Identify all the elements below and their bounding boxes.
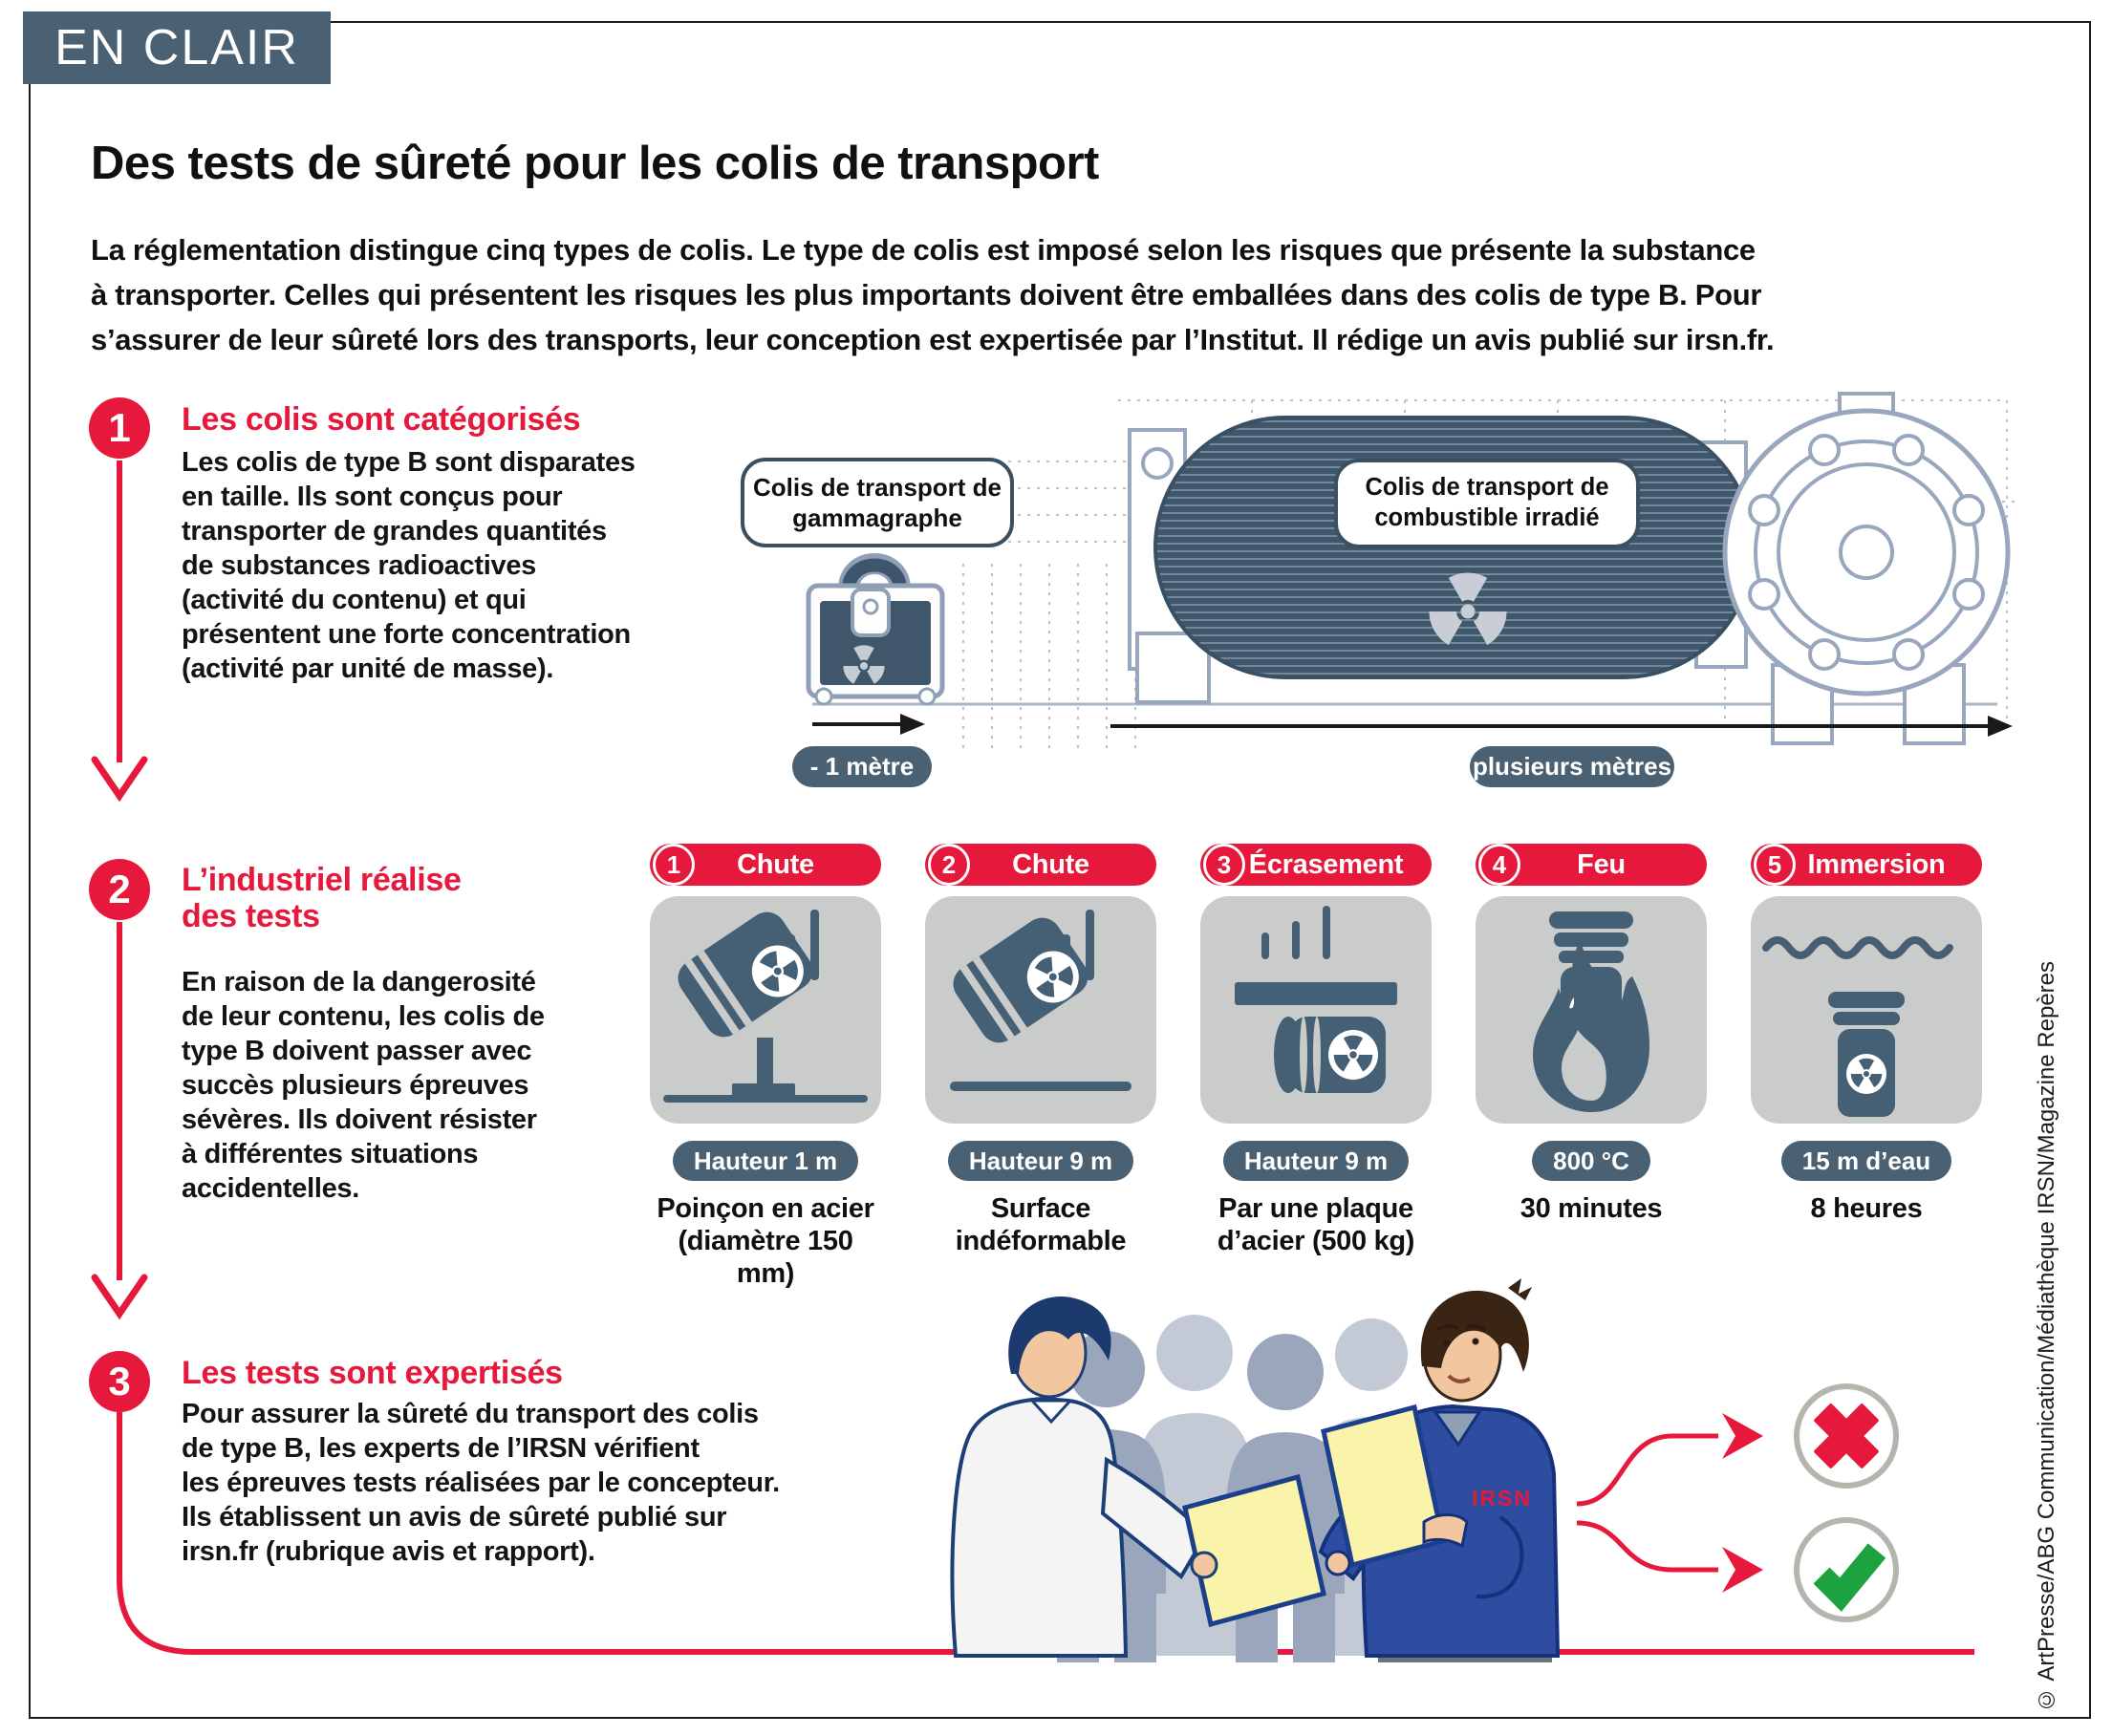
fuel-cask-callout: Colis de transport de combustible irradié <box>1334 459 1640 548</box>
arrow-right-icon <box>1722 1413 1763 1459</box>
en-clair-badge: EN CLAIR <box>23 11 331 84</box>
test-label: Écrasement <box>1248 848 1404 880</box>
test-number-badge: 1 <box>653 844 695 886</box>
test-metric-pill: 15 m d’eau <box>1781 1141 1951 1181</box>
hand <box>1192 1553 1217 1577</box>
reject-icon <box>1797 1386 1896 1486</box>
scale-pill-large: plusieurs mètres <box>1470 746 1674 787</box>
verdict-branch <box>1577 1366 1997 1643</box>
gammagraph-callout: Colis de transport de gammagraphe <box>741 458 1014 547</box>
test-label: Immersion <box>1807 848 1946 880</box>
test-number-badge: 2 <box>928 844 970 886</box>
step-2-body: En raison de la dangerosité de leur contenu, les colis de type B doivent passer avec succès plusieurs épreuves sévères. Ils doivent résister à différentes situations accidentelles. <box>182 967 545 1204</box>
step-2-number-badge: 2 <box>89 859 150 920</box>
test-number-badge: 4 <box>1478 844 1520 886</box>
test-caption: Poinçon en acier (diamètre 150 mm) <box>657 1193 874 1289</box>
test-label: Feu <box>1577 848 1626 880</box>
step-1-title: Les colis sont catégorisés <box>182 401 581 438</box>
test-number-badge: 5 <box>1754 844 1796 886</box>
test-metric-pill: 800 °C <box>1532 1141 1650 1181</box>
irsn-logo: IRSN <box>1472 1486 1532 1511</box>
test-number-badge: 3 <box>1203 844 1245 886</box>
experts-illustration <box>889 1278 1615 1662</box>
arrow-down-icon <box>95 1277 144 1314</box>
test-label: Chute <box>1012 848 1089 880</box>
test-metric-pill: Hauteur 1 m <box>673 1141 858 1181</box>
hand <box>1326 1552 1349 1575</box>
step-1-body: Les colis de type B sont disparates en taille. Ils sont conçus pour transporter de grandes quantités de substances radioactives (activité du contenu) et qui présentent une forte concentration (activité par unité de masse). <box>182 447 636 684</box>
test-caption: Surface indéformable <box>955 1193 1127 1256</box>
test-label: Chute <box>737 848 814 880</box>
scale-pill-small: - 1 mètre <box>792 746 932 787</box>
test-caption: Par une plaque d’acier (500 kg) <box>1217 1193 1415 1256</box>
page-title: Des tests de sûreté pour les colis de transport <box>91 138 1099 189</box>
arrow-down-icon <box>95 760 144 796</box>
test-metric-pill: Hauteur 9 m <box>1223 1141 1409 1181</box>
test-metric-pill: Hauteur 9 m <box>948 1141 1133 1181</box>
step-2-title: L’industriel réalise des tests <box>182 862 462 934</box>
intro-paragraph: La réglementation distingue cinq types de colis. Le type de colis est imposé selon les risques que présente la substance à transporter. Celles qui présentent les risques les plus importants doivent être emballées dans des colis de type B. Pour s’assurer de leur sûreté lors des transports, leur conception est expertisée par l’Institut. Il rédige un avis publié sur irsn.fr. <box>91 233 1775 356</box>
test-caption: 8 heures <box>1810 1193 1923 1224</box>
arrow-right-icon <box>1722 1547 1763 1593</box>
copyright-credit: © ArtPresse/ABG Communication/Médiathèque IRSN/Magazine Repères <box>2034 960 2059 1712</box>
approve-icon <box>1797 1520 1896 1619</box>
step-3-number-badge: 3 <box>89 1351 150 1412</box>
step-3-body: Pour assurer la sûreté du transport des colis de type B, les experts de l’IRSN vérifient les épreuves tests réalisées par le concepteur. Ils établissent un avis de sûreté publié sur irsn.fr (rubrique avis et rapport). <box>182 1399 780 1567</box>
test-caption: 30 minutes <box>1519 1193 1663 1224</box>
step-3-title: Les tests sont expertisés <box>182 1355 563 1391</box>
pointing-hand <box>1424 1515 1467 1547</box>
step-1-number-badge: 1 <box>89 397 150 459</box>
